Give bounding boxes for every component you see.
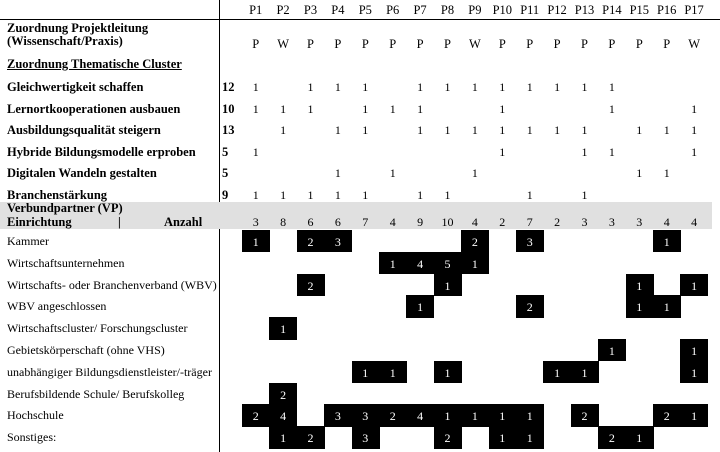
partner-cell-value: 2 (307, 431, 314, 446)
cluster-mark: 1 (471, 80, 478, 94)
partner-cell-value: 1 (581, 365, 588, 380)
cluster-mark: 1 (636, 123, 643, 137)
leadership-value: P (635, 37, 643, 51)
partner-cell-value: 1 (280, 431, 287, 446)
partner-cell-value: 3 (362, 431, 369, 446)
partner-cell-value: 1 (444, 365, 451, 380)
partner-cell-value: 3 (334, 409, 341, 424)
partner-cell-value: 1 (663, 300, 670, 315)
cluster-label: Branchenstärkung (7, 187, 108, 202)
cluster-mark: 1 (334, 166, 341, 180)
top-rule (0, 19, 720, 20)
leadership-value: P (389, 37, 397, 51)
leadership-title-line1: Zuordnung Projektleitung (7, 21, 149, 35)
cluster-mark: 1 (444, 80, 451, 94)
cluster-mark: 1 (362, 101, 369, 116)
cluster-mark: 1 (499, 80, 506, 94)
partner-cell-value: 1 (554, 365, 561, 380)
partner-cell-value: 1 (389, 365, 396, 380)
project-header: P14 (602, 3, 622, 17)
partner-total: 3 (581, 215, 588, 229)
cluster-count: 5 (222, 144, 229, 159)
partner-cell-value: 1 (663, 235, 670, 249)
partner-cell-value: 1 (417, 300, 424, 315)
cluster-mark: 1 (608, 80, 615, 94)
cluster-mark: 1 (636, 166, 643, 180)
partner-total: 7 (362, 215, 369, 229)
partner-cell-value: 2 (444, 431, 451, 446)
partner-total: 2 (554, 215, 561, 229)
project-header: P13 (574, 3, 595, 17)
partner-label: Sonstiges: (7, 430, 57, 445)
leadership-value: P (252, 37, 260, 51)
partner-total: 8 (280, 215, 287, 229)
cluster-mark: 1 (334, 187, 341, 202)
cluster-count: 10 (222, 101, 235, 116)
cluster-mark: 1 (307, 80, 314, 94)
project-header: P3 (303, 3, 318, 17)
partners-institution-label: Einrichtung (7, 215, 72, 229)
partner-cell-value: 1 (691, 344, 698, 358)
project-header: P15 (629, 3, 650, 17)
cluster-mark: 1 (280, 101, 287, 116)
cluster-mark: 1 (691, 101, 698, 116)
partner-cell-value: 1 (499, 431, 506, 446)
partner-cell-value: 1 (526, 409, 533, 424)
cluster-mark: 1 (581, 144, 588, 159)
partner-cell-value: 1 (362, 365, 369, 380)
partner-cell-value: 1 (636, 300, 643, 315)
leadership-value: P (416, 37, 424, 51)
leadership-value: P (526, 37, 534, 51)
cluster-mark: 1 (499, 101, 506, 116)
cluster-mark: 1 (444, 123, 451, 137)
leadership-value: W (277, 37, 289, 51)
leadership-value: W (688, 37, 700, 51)
partner-cell-value: 1 (252, 235, 259, 249)
partner-cell-value: 2 (526, 300, 533, 315)
cluster-mark: 1 (499, 123, 506, 137)
partner-cell-value: 1 (636, 431, 643, 446)
partner-label: WBV angeschlossen (7, 299, 107, 314)
partner-label: Wirtschaftsunternehmen (7, 255, 125, 270)
partner-cell-value: 2 (471, 235, 478, 249)
leadership-value: P (307, 37, 314, 51)
partners-separator: | (118, 215, 121, 229)
cluster-mark: 1 (252, 144, 259, 159)
project-header: P17 (684, 3, 704, 17)
cluster-label: Hybride Bildungsmodelle erproben (7, 144, 196, 159)
cluster-mark: 1 (691, 144, 698, 159)
cluster-mark: 1 (526, 80, 533, 94)
cluster-mark: 1 (526, 187, 533, 202)
partner-label: Kammer (7, 234, 49, 248)
cluster-count: 13 (222, 123, 235, 137)
partner-cell-value: 4 (280, 409, 287, 424)
partners-title: Verbundpartner (VP) (7, 201, 123, 215)
partner-cell-value: 1 (526, 431, 533, 446)
partner-label: Gebietskörperschaft (ohne VHS) (7, 343, 165, 357)
cluster-mark: 1 (252, 187, 259, 202)
cluster-label: Digitalen Wandeln gestalten (7, 166, 157, 180)
partner-cell-value: 1 (471, 256, 478, 271)
cluster-mark: 1 (334, 80, 341, 94)
partner-cell-value: 1 (444, 409, 451, 424)
leadership-value: P (553, 37, 561, 51)
leadership-value: P (663, 37, 671, 51)
cluster-mark: 1 (252, 101, 259, 116)
partner-cell-value: 1 (389, 256, 396, 271)
partner-cell-value: 5 (444, 256, 451, 271)
partner-cell-value: 2 (307, 235, 314, 249)
partner-total: 9 (417, 215, 424, 229)
partner-total: 4 (471, 215, 478, 229)
partner-cell-value: 2 (280, 387, 287, 402)
partner-cell-value: 4 (417, 256, 424, 271)
project-header: P2 (276, 3, 290, 17)
partner-total: 3 (608, 215, 615, 229)
partner-cell-value: 3 (526, 235, 533, 249)
leadership-title-line2: (Wissenschaft/Praxis) (7, 34, 123, 48)
partner-total: 6 (334, 215, 341, 229)
project-header: P4 (331, 3, 345, 17)
cluster-mark: 1 (334, 123, 341, 137)
project-header: P12 (547, 3, 567, 17)
cluster-mark: 1 (362, 80, 369, 94)
partner-cell-value: 2 (608, 431, 615, 446)
partner-cell-value: 2 (307, 278, 314, 293)
cluster-mark: 1 (581, 123, 588, 137)
partner-total: 10 (441, 215, 454, 229)
partner-cell-value: 2 (581, 409, 588, 424)
cluster-count: 5 (222, 166, 229, 180)
project-header: P5 (358, 3, 372, 17)
leadership-value: P (581, 37, 588, 51)
leadership-value: P (334, 37, 342, 51)
cluster-count: 12 (222, 80, 235, 94)
cluster-mark: 1 (307, 187, 314, 202)
partner-cell-value: 2 (663, 409, 670, 424)
cluster-mark: 1 (417, 187, 424, 202)
cluster-mark: 1 (471, 123, 478, 137)
partner-total: 3 (636, 215, 643, 229)
cluster-mark: 1 (554, 123, 561, 137)
cluster-mark: 1 (252, 80, 259, 94)
partner-total: 2 (499, 215, 506, 229)
cluster-mark: 1 (608, 101, 615, 116)
partner-label: unabhängiger Bildungsdienstleister/-träger (7, 364, 212, 379)
partner-cell-value: 1 (608, 344, 615, 358)
partner-total: 7 (526, 215, 533, 229)
project-header: P11 (520, 3, 540, 17)
cluster-mark: 1 (389, 166, 396, 180)
cluster-mark: 1 (526, 123, 533, 137)
project-header: P7 (413, 3, 427, 17)
partner-cell-value: 1 (691, 409, 698, 424)
cluster-label: Lernortkooperationen ausbauen (7, 101, 181, 116)
cluster-mark: 1 (471, 166, 478, 180)
partner-label: Berufsbildende Schule/ Berufskolleg (7, 386, 185, 401)
leadership-value: P (608, 37, 616, 51)
cluster-mark: 1 (663, 166, 670, 180)
project-header: P9 (468, 3, 482, 17)
partner-cell-value: 2 (252, 409, 259, 424)
partner-cell-value: 1 (280, 322, 287, 337)
clusters-title: Zuordnung Thematische Cluster (7, 57, 182, 71)
cluster-mark: 1 (362, 123, 369, 137)
partner-cell-value: 4 (417, 409, 424, 424)
leadership-value: P (361, 37, 369, 51)
partners-count-label: Anzahl (164, 215, 203, 229)
leadership-value: W (468, 37, 481, 51)
cluster-mark: 1 (581, 187, 588, 202)
cluster-label: Ausbildungsqualität steigern (7, 123, 161, 137)
partner-cell-value: 1 (499, 409, 506, 424)
cluster-mark: 1 (362, 187, 369, 202)
cluster-mark: 1 (554, 80, 561, 94)
partner-total: 3 (252, 215, 259, 229)
partner-cell-value: 3 (334, 235, 341, 249)
cluster-mark: 1 (389, 101, 396, 116)
cluster-mark: 1 (417, 80, 424, 94)
cluster-mark: 1 (417, 101, 424, 116)
project-header: P1 (249, 3, 263, 17)
partner-label: Wirtschafts- oder Branchenverband (WBV) (7, 277, 217, 292)
cluster-mark: 1 (499, 144, 506, 159)
partner-cell-value: 1 (471, 409, 478, 424)
partner-total: 4 (691, 215, 698, 229)
partner-total: 4 (389, 215, 396, 229)
partner-cell-value: 1 (691, 278, 698, 293)
project-header: P6 (386, 3, 400, 17)
cluster-mark: 1 (417, 123, 424, 137)
partner-total: 4 (663, 215, 670, 229)
cluster-mark: 1 (280, 187, 287, 202)
project-header: P10 (492, 3, 513, 17)
cluster-mark: 1 (307, 101, 314, 116)
project-header: P16 (656, 3, 677, 17)
partner-total: 6 (307, 215, 314, 229)
partner-cell-value: 3 (362, 409, 369, 424)
cluster-mark: 1 (608, 144, 615, 159)
partner-cell-value: 2 (389, 409, 396, 424)
partner-cell-value: 1 (636, 278, 643, 293)
project-header: P8 (440, 3, 455, 17)
partner-label: Wirtschaftscluster/ Forschungscluster (7, 321, 188, 336)
partner-cell-value: 1 (444, 278, 451, 293)
cluster-mark: 1 (663, 123, 670, 137)
cluster-mark: 1 (444, 187, 451, 202)
cluster-mark: 1 (280, 123, 287, 137)
cluster-mark: 1 (691, 123, 698, 137)
cluster-label: Gleichwertigkeit schaffen (7, 80, 144, 94)
leadership-value: P (498, 37, 506, 51)
cluster-mark: 1 (581, 80, 588, 94)
cluster-count: 9 (222, 187, 229, 202)
leadership-value: P (444, 37, 451, 51)
partner-label: Hochschule (7, 408, 64, 423)
partner-cell-value: 1 (691, 365, 698, 380)
